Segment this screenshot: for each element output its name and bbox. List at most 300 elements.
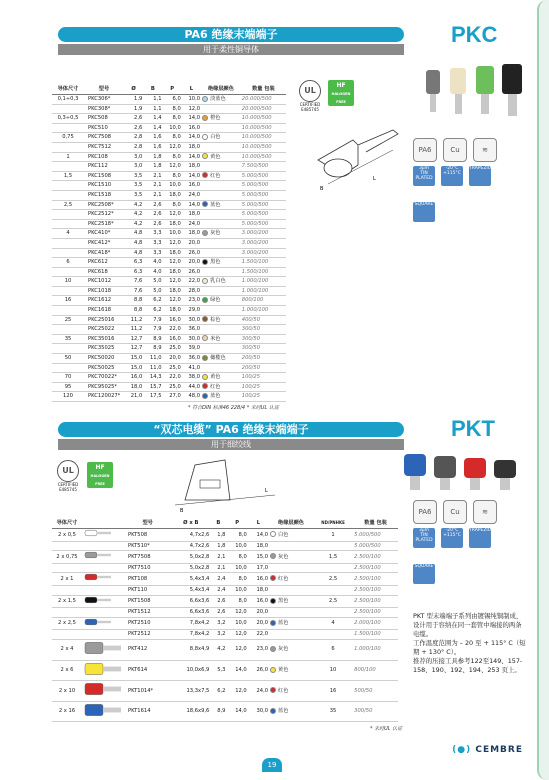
pkt-row	[52, 608, 398, 618]
insulation-color	[269, 608, 313, 618]
dim-b: 2,4	[210, 585, 226, 595]
insulation-color	[201, 354, 241, 364]
insulation-color	[201, 95, 241, 105]
col-package: 数量 包装	[241, 84, 286, 95]
insulation-color	[201, 248, 241, 258]
dim-b: 3,3	[143, 248, 162, 258]
terminal-icon	[83, 702, 123, 718]
dim-p: 10,0	[226, 585, 247, 595]
color-label: 灰色	[278, 553, 289, 560]
pkt-ul-certified: UL CERTIFIED E485745	[55, 460, 81, 500]
terminal-image	[82, 585, 124, 595]
type-code: PKT110	[124, 585, 171, 595]
dim-d: 4,2	[124, 200, 143, 210]
dim-d: 6,3	[124, 258, 143, 268]
dim-l: 16,0	[182, 181, 201, 191]
type-code: PKC2508*	[84, 200, 124, 210]
dim-b: 3,2	[210, 630, 226, 640]
color-label: 米色	[210, 335, 221, 342]
color-label: 黑色	[278, 598, 289, 605]
dim-b: 5,0	[143, 277, 162, 287]
dim-l: 18,0	[182, 162, 201, 172]
pkc-ul-certified: UL CERTIFIED E485745	[297, 80, 323, 120]
insulation-color	[269, 585, 313, 595]
crimp-position	[313, 630, 353, 640]
dim-l: 48,0	[182, 392, 201, 402]
cross-section	[52, 162, 84, 172]
dim-l: 36,0	[182, 354, 201, 364]
dim-b: 1,6	[143, 133, 162, 143]
dim-d: 3,5	[124, 171, 143, 181]
insulation-color	[201, 152, 241, 162]
package-qty: 5.000/500	[241, 200, 286, 210]
dim-l: 18,0	[182, 142, 201, 152]
dim-b: 14,3	[143, 373, 162, 383]
color-label: 红色	[278, 687, 289, 694]
package-qty: 2.500/100	[353, 585, 398, 595]
pkc-row	[52, 142, 286, 152]
dim-p: 25,0	[163, 344, 182, 354]
insulation-color	[201, 133, 241, 143]
insulation-color	[269, 660, 313, 681]
pkt-col-image	[82, 518, 124, 529]
terminal-icon	[83, 573, 123, 581]
dim-l: 16,0	[248, 595, 269, 608]
dim-b: 2,1	[143, 171, 162, 181]
cross-section: 10	[52, 277, 84, 287]
dim-d: 1,9	[124, 95, 143, 105]
package-qty: 3.000/200	[241, 248, 286, 258]
square-crimp-icon: SQUARE	[413, 202, 435, 222]
dim-b: 8,9	[143, 344, 162, 354]
dim-d: 12,7	[124, 344, 143, 354]
package-qty: 5.000/500	[241, 219, 286, 229]
dim-d: 7,6	[124, 286, 143, 296]
dim-l: 17,0	[248, 563, 269, 573]
package-qty: 500/50	[353, 681, 398, 702]
cross-section	[52, 325, 84, 335]
color-label: 白色	[278, 531, 289, 538]
terminal-image	[82, 681, 124, 702]
type-code: PKC35025	[84, 344, 124, 354]
pkc-row	[52, 181, 286, 191]
insulation-color	[269, 529, 313, 542]
color-swatch	[270, 531, 276, 537]
dim-l: 39,0	[182, 344, 201, 354]
pkt-row	[52, 573, 398, 586]
dim-b: 2,1	[143, 190, 162, 200]
pkc-row	[52, 334, 286, 344]
dim-d: 6,6x3,6	[171, 595, 210, 608]
dim-p: 8,0	[226, 529, 247, 542]
package-qty: 300/50	[241, 325, 286, 335]
color-label: 红色	[278, 575, 289, 582]
dim-p: 16,0	[163, 315, 182, 325]
pkt-title: “双芯电缆” PA6 绝缘末端端子	[58, 422, 404, 437]
crimp-position	[313, 541, 353, 551]
color-swatch	[202, 316, 208, 322]
dim-p: 10,0	[226, 617, 247, 630]
dim-b: 1,6	[143, 142, 162, 152]
dim-p: 8,0	[163, 104, 182, 114]
dim-b: 4,0	[143, 267, 162, 277]
type-code: PKC25016	[84, 315, 124, 325]
insulation-color	[269, 573, 313, 586]
terminal-icon	[83, 529, 123, 537]
dim-l: 26,0	[182, 267, 201, 277]
dim-d: 21,0	[124, 392, 143, 402]
color-swatch	[202, 278, 208, 284]
color-swatch	[202, 96, 208, 102]
col-dim-d: Ø	[124, 84, 143, 95]
svg-text:L: L	[373, 176, 376, 182]
pkt-product-photo	[400, 450, 535, 495]
package-qty: 2.000/100	[353, 617, 398, 630]
color-label: 灰色	[278, 646, 289, 653]
color-label: 乳白色	[210, 278, 226, 285]
type-code: PKC1018	[84, 286, 124, 296]
pkc-halogen-free-badge: HF HALOGEN FREE	[328, 80, 354, 106]
cross-section: 1,5	[52, 171, 84, 181]
dim-b: 1,8	[143, 152, 162, 162]
dim-l: 20,0	[182, 258, 201, 268]
type-code: PKT508	[124, 529, 171, 542]
dim-p: 8,0	[163, 133, 182, 143]
package-qty: 200/50	[241, 354, 286, 364]
copper-material-icon: Cu	[443, 138, 467, 162]
package-qty: 3.000/200	[241, 229, 286, 239]
cross-section: 4	[52, 229, 84, 239]
color-swatch	[270, 575, 276, 581]
dim-b: 5,0	[143, 286, 162, 296]
pkt-col-dim-l: L	[248, 518, 269, 529]
insulation-color	[269, 563, 313, 573]
pkt-tin-plated-icon: 3μm TIN PLATED	[413, 528, 435, 548]
insulation-color	[269, 541, 313, 551]
dim-b: 1,1	[143, 95, 162, 105]
dim-l: 14,0	[182, 152, 201, 162]
tin-plated-icon: 3μm TIN PLATED	[413, 166, 435, 186]
dim-p: 8,0	[163, 171, 182, 181]
insulation-color	[201, 114, 241, 124]
package-qty: 1.500/100	[241, 267, 286, 277]
dim-l: 26,0	[182, 248, 201, 258]
type-code: PKT614	[124, 660, 171, 681]
dim-d: 10,0x6,9	[171, 660, 210, 681]
dim-p: 8,0	[226, 551, 247, 564]
dim-b: 1,4	[143, 114, 162, 124]
pkc-row	[52, 114, 286, 124]
color-label: 棕色	[210, 316, 221, 323]
dim-p: 12,0	[226, 681, 247, 702]
dim-p: 22,0	[163, 325, 182, 335]
color-swatch	[270, 708, 276, 714]
dim-l: 15,0	[248, 551, 269, 564]
dim-l: 30,0	[248, 701, 269, 722]
dim-d: 11,2	[124, 325, 143, 335]
terminal-image	[82, 660, 124, 681]
terminal-icon	[83, 661, 123, 677]
pkc-spec-badges	[413, 138, 523, 222]
dim-l: 18,0	[248, 541, 269, 551]
package-qty: 10.000/500	[241, 152, 286, 162]
dim-d: 5,0x2,8	[171, 551, 210, 564]
dim-l: 30,0	[182, 334, 201, 344]
type-code: PKC1012	[84, 277, 124, 287]
package-qty: 300/50	[241, 344, 286, 354]
dim-p: 8,0	[226, 595, 247, 608]
dim-l: 30,0	[182, 315, 201, 325]
package-qty: 7.500/500	[241, 162, 286, 172]
dim-b: 7,9	[143, 315, 162, 325]
insulation-color	[201, 219, 241, 229]
package-qty: 100/25	[241, 392, 286, 402]
pkc-row	[52, 373, 286, 383]
dim-d: 4,8	[124, 229, 143, 239]
type-code: PKT412	[124, 639, 171, 660]
terminal-image	[82, 639, 124, 660]
svg-text:B: B	[180, 508, 184, 514]
type-code: PKC2512*	[84, 210, 124, 220]
insulation-color	[269, 551, 313, 564]
col-dim-l: L	[182, 84, 201, 95]
dim-b: 11,0	[143, 363, 162, 373]
type-code: PKC412*	[84, 238, 124, 248]
dim-l: 10,0	[182, 95, 201, 105]
dim-b: 1,1	[143, 104, 162, 114]
pkc-code: PKC	[451, 22, 498, 47]
insulation-color	[201, 334, 241, 344]
dim-l: 20,0	[182, 238, 201, 248]
dim-p: 16,0	[163, 334, 182, 344]
dim-d: 3,0	[124, 152, 143, 162]
pkt-row	[52, 563, 398, 573]
crimp-position: 6	[313, 639, 353, 660]
pkc-row	[52, 296, 286, 306]
cross-section	[52, 210, 84, 220]
package-qty: 2.500/100	[353, 608, 398, 618]
col-cross-section: 导体尺寸	[52, 84, 84, 95]
cross-section: 2 x 10	[52, 681, 82, 702]
dim-p: 18,0	[163, 306, 182, 316]
pkt-row	[52, 630, 398, 640]
dim-d: 18,0	[124, 382, 143, 392]
pkt-row	[52, 551, 398, 564]
pkt-row	[52, 660, 398, 681]
insulation-color	[201, 392, 241, 402]
insulation-color	[201, 296, 241, 306]
dim-p: 10,0	[163, 229, 182, 239]
color-swatch	[202, 134, 208, 140]
cross-section	[52, 344, 84, 354]
page-edge-tab	[537, 0, 549, 780]
package-qty: 300/50	[241, 334, 286, 344]
pkc-row	[52, 248, 286, 258]
dim-p: 22,0	[163, 373, 182, 383]
dim-b: 8,9	[143, 334, 162, 344]
pkc-row	[52, 200, 286, 210]
page-number: 19	[262, 758, 282, 772]
color-label: 蓝色	[278, 620, 289, 627]
dim-b: 2,6	[143, 210, 162, 220]
pkc-row	[52, 219, 286, 229]
type-code: PKT2510	[124, 617, 171, 630]
pkc-row	[52, 95, 286, 105]
pkt-square-crimp-icon: SQUARE	[413, 564, 435, 584]
pkt-col-color: 绝缘层颜色	[269, 518, 313, 529]
pkc-row	[52, 133, 286, 143]
dim-p: 12,0	[226, 639, 247, 660]
pkc-row	[52, 325, 286, 335]
dim-d: 4,2	[124, 210, 143, 220]
type-code: PKC50020	[84, 354, 124, 364]
dim-d: 7,8x4,2	[171, 630, 210, 640]
cross-section	[52, 630, 82, 640]
insulation-color	[201, 162, 241, 172]
dim-b: 3,3	[143, 238, 162, 248]
type-code: PKC25022	[84, 325, 124, 335]
crimp-position: 1	[313, 529, 353, 542]
trapezium-crimp-icon: TRAPEZIUM	[469, 166, 491, 186]
cross-section	[52, 181, 84, 191]
cross-section: 2 x 1	[52, 573, 82, 586]
pkt-code: PKT	[451, 416, 495, 441]
dim-p: 12,0	[163, 142, 182, 152]
type-code: PKC2518*	[84, 219, 124, 229]
type-code: PKT510*	[124, 541, 171, 551]
type-code: PKC618	[84, 267, 124, 277]
terminal-icon	[83, 681, 123, 697]
dim-b: 1,8	[143, 162, 162, 172]
package-qty: 5.000/500	[353, 529, 398, 542]
dim-l: 18,0	[248, 585, 269, 595]
color-label: 白色	[210, 134, 221, 141]
type-code: PKT1508	[124, 595, 171, 608]
terminal-image	[82, 617, 124, 630]
color-label: 绿色	[210, 297, 221, 304]
package-qty: 1.500/100	[241, 258, 286, 268]
pkt-halogen-free-badge: HF HALOGEN FREE	[87, 462, 113, 488]
dim-l: 28,0	[182, 286, 201, 296]
cross-section	[52, 563, 82, 573]
cross-section: 25	[52, 315, 84, 325]
dim-d: 4,2	[124, 219, 143, 229]
terminal-image	[82, 563, 124, 573]
insulation-color	[201, 123, 241, 133]
insulation-color	[201, 210, 241, 220]
pkc-row	[52, 382, 286, 392]
cross-section: 16	[52, 296, 84, 306]
dim-l: 20,0	[248, 617, 269, 630]
package-qty: 10.000/500	[241, 123, 286, 133]
pkc-row	[52, 229, 286, 239]
color-label: 蓝色	[278, 708, 289, 715]
insulation-color	[269, 617, 313, 630]
dim-l: 41,0	[182, 363, 201, 373]
pkt-temperature-range-icon: -20°C +115°C	[441, 528, 463, 548]
pkt-row	[52, 639, 398, 660]
cross-section: 2 x 0,75	[52, 551, 82, 564]
type-code: PKT7510	[124, 563, 171, 573]
insulation-color	[201, 382, 241, 392]
pkt-col-cross-section: 导体尺寸	[52, 518, 82, 529]
cross-section	[52, 286, 84, 296]
pa6-material-icon: PA6	[413, 138, 437, 162]
package-qty: 1.000/100	[241, 277, 286, 287]
pkc-row	[52, 286, 286, 296]
dim-d: 2,8	[124, 142, 143, 152]
type-code: PKT1014*	[124, 681, 171, 702]
cross-section: 70	[52, 373, 84, 383]
pkc-row	[52, 258, 286, 268]
cross-section: 2 x 1,5	[52, 595, 82, 608]
pkc-row	[52, 315, 286, 325]
color-label: 淡蓝色	[210, 96, 226, 102]
type-code: PKC70022*	[84, 373, 124, 383]
type-code: PKC7508	[84, 133, 124, 143]
insulation-color	[201, 373, 241, 383]
cross-section: 50	[52, 354, 84, 364]
dim-p: 8,0	[163, 152, 182, 162]
cross-section	[52, 123, 84, 133]
type-code: PKC510	[84, 123, 124, 133]
dim-d: 3,0	[124, 162, 143, 172]
pkc-row	[52, 354, 286, 364]
type-code: PKC35016	[84, 334, 124, 344]
dim-p: 18,0	[163, 219, 182, 229]
pkc-row	[52, 152, 286, 162]
dim-p: 18,0	[163, 267, 182, 277]
cross-section	[52, 190, 84, 200]
dim-b: 2,4	[210, 573, 226, 586]
dim-p: 25,0	[163, 382, 182, 392]
dim-b: 4,2	[210, 639, 226, 660]
type-code: PKC120027*	[84, 392, 124, 402]
svg-text:L: L	[265, 488, 268, 494]
pkt-row	[52, 701, 398, 722]
dim-d: 3,5	[124, 190, 143, 200]
package-qty: 5.000/500	[241, 210, 286, 220]
cross-section	[52, 363, 84, 373]
dim-p: 12,0	[163, 162, 182, 172]
cross-section: 120	[52, 392, 84, 402]
dim-p: 18,0	[163, 190, 182, 200]
package-qty: 20.000/500	[241, 104, 286, 114]
pkc-footnote: * 符合DIN 标准46 228/4 * 未经UL 认证	[188, 405, 279, 411]
insulation-color	[201, 267, 241, 277]
color-swatch	[202, 115, 208, 121]
pkc-product-table	[52, 84, 286, 402]
pkt-col-dim-d: Ø x B	[171, 518, 210, 529]
dim-b: 2,6	[143, 219, 162, 229]
color-swatch	[270, 620, 276, 626]
pkc-subtitle: 用于柔性铜导体	[58, 44, 404, 55]
package-qty: 1.000/100	[241, 286, 286, 296]
dim-l: 14,0	[248, 529, 269, 542]
pkc-row	[52, 306, 286, 316]
color-swatch	[202, 259, 208, 265]
pkt-row	[52, 617, 398, 630]
pkc-row	[52, 392, 286, 402]
color-swatch	[270, 687, 276, 693]
dim-p: 14,0	[226, 660, 247, 681]
color-swatch	[202, 201, 208, 207]
dim-l: 36,0	[182, 325, 201, 335]
terminal-image	[82, 551, 124, 564]
dim-b: 6,2	[210, 681, 226, 702]
dim-d: 6,3	[124, 267, 143, 277]
type-code: PKC308*	[84, 104, 124, 114]
